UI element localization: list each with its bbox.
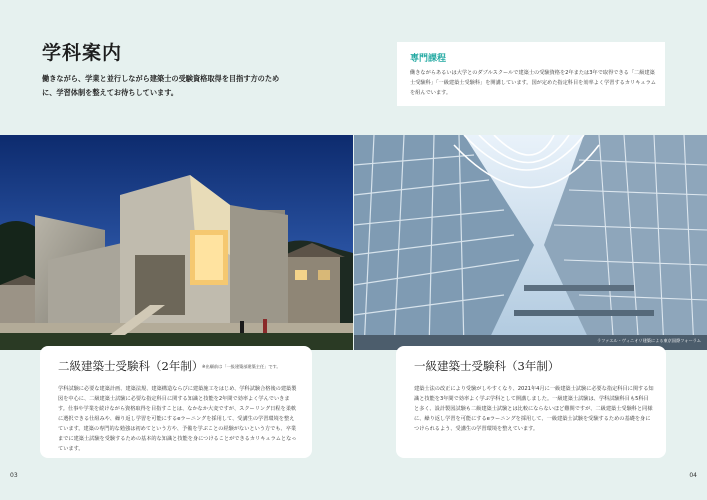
- three-year-course-card: [396, 346, 666, 458]
- two-year-course-card: [40, 346, 312, 458]
- course-box-text: 働きながらあるいは大学とのダブルスクールで建築士の受験資格を2年または3年で取得できる「二級建築士受験科」「一級建築士受験科」を開講しています。国が定めた指定科目を効率よく学習するカリキュラムを組んでいます。: [410, 70, 656, 96]
- concrete-house-photo: [0, 135, 353, 350]
- two-year-course-title: 二級建築士受験科（2年制）: [58, 359, 204, 373]
- three-year-course-title: 一級建築士受験科（3年制）: [414, 359, 560, 373]
- course-box-title: 専門課程: [410, 54, 447, 64]
- lead-text: 働きながら、学業と並行しながら建築士の受験資格取得を目指す方のために、学習体制を整えてお待ちしています。: [42, 74, 280, 97]
- three-year-course-text: 建築士法の改正により受験がしやすくなり、2021年4月に一級建築士試験に必要な指定科目に関する知識と技能を3年間で効率よく学ぶ学科として開講しました。一級建築士試験は、学科試験科目も5科目と多く、設計製図試験も二級建築士試験とは比較にならないほど難関ですが、二級建築士受験科と同様に、繰り返し学習を可能にするeラーニングを採用して、一級建築士試験を受験するための基礎を身につけられるよう、受講生の学習環境を整えています。: [414, 386, 654, 432]
- photo-credit: ラファエル・ヴィニオリ建築による東京国際フォーラム: [596, 338, 701, 343]
- two-year-course-note: ※出願前は「一級建築部建築主任」です。: [202, 364, 281, 369]
- page-title: 学科案内: [42, 42, 123, 64]
- course-info-box: [397, 42, 665, 106]
- page-number-right: 04: [689, 472, 697, 479]
- glass-atrium-photo: [354, 135, 707, 350]
- two-year-course-text: 学科試験に必要な建築計画、建築法規、建築構造ならびに建築施工をはじめ、学科試験合格後の建築製図を中心に、二級建築士試験に必要な指定科目に関する知識と技能を2年間で効率よく学んでいきます。仕事や学業を続けながら資格取得を目指すことは、なかなか大変ですが、スクーリング日程を柔軟に選択できる仕組みや、繰り返し学習を可能にするeラーニングを採用して、受講生の学習環境を整えています。建築の専門的な勉強は初めてという方や、予備を学ぶことの経験がないという方でも、卒業までに建築士試験を受験するための基本的な知識と技能を身につけることができるカリキュラムとなっています。: [58, 386, 297, 452]
- page-number-left: 03: [10, 472, 18, 479]
